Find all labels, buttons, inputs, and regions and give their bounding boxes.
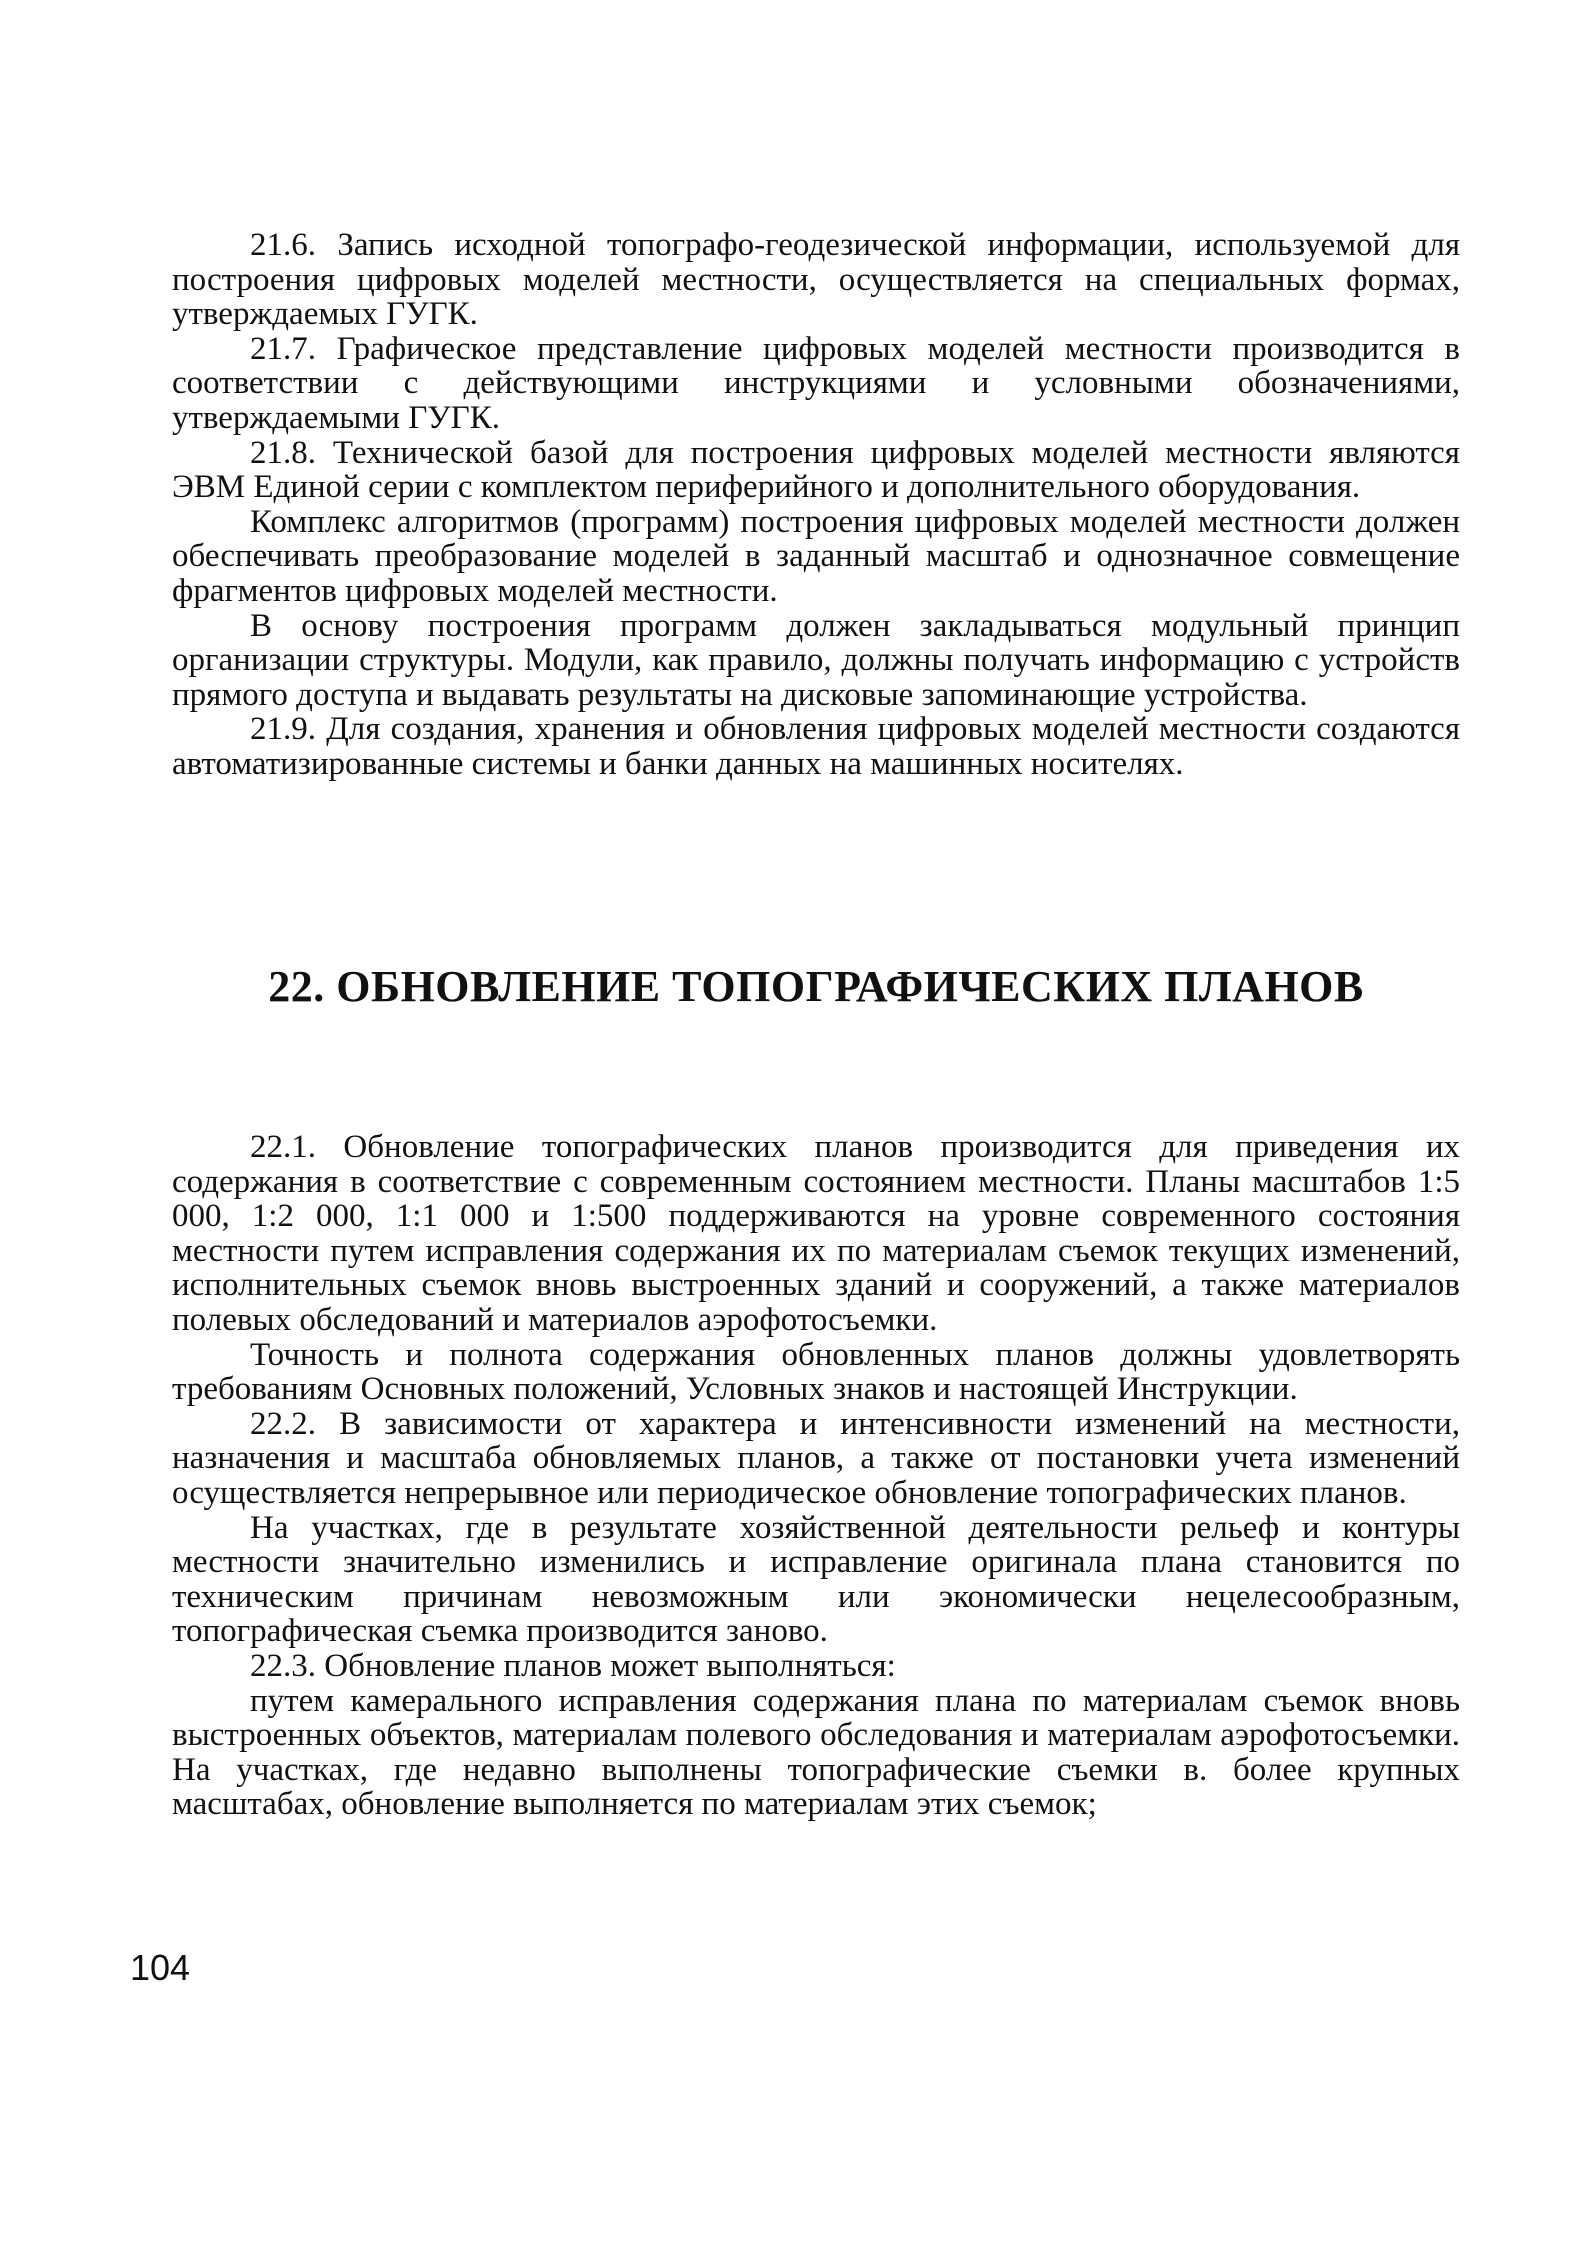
- paragraph-accuracy: Точность и полнота содержания обновленных планов должны удовлетворять требованиям Основных положений, Условных знаков и настоящей Инструкции.: [172, 1336, 1460, 1408]
- section-21-text: [172, 228, 1460, 782]
- paragraph-22-2: 22.2. В зависимости от характера и интенсивности изменений на местности, назначения и масштаба обновляемых планов, а также от постановки учета изменений осуществляется непрерывное или периодическое обновление топографических планов.: [172, 1405, 1460, 1511]
- paragraph-21-9: 21.9. Для создания, хранения и обновления цифровых моделей местности создаются автоматизированные системы и банки данных на машинных носителях.: [172, 711, 1460, 782]
- paragraph-22-3: 22.3. Обновление планов может выполняться:: [250, 1647, 896, 1684]
- paragraph-21-7: 21.7. Графическое представление цифровых моделей местности производится в соответствии с действующими инструкциями и условными обозначениями, утверждаемыми ГУГК.: [172, 330, 1460, 436]
- paragraph-21-6: 21.6. Запись исходной топографо-геодезической информации, используемой для построения цифровых моделей местности, осуществляется на специальных формах, утверждаемых ГУГК.: [172, 227, 1460, 333]
- paragraph-office-correction: путем камерального исправления содержания плана по материалам съемок вновь выстроенных объектов, материалам полевого обследования и материалам аэрофотосъемки. На участках, где недавно выполнены топографические съемки в. более крупных масштабах, обновление выполняется по материалам этих съемок;: [172, 1682, 1460, 1823]
- section-22-text: [172, 1130, 1460, 1822]
- section-22-heading: 22. ОБНОВЛЕНИЕ ТОПОГРАФИЧЕСКИХ ПЛАНОВ: [268, 962, 1364, 1011]
- page-number: 104: [130, 1947, 191, 1988]
- paragraph-22-1: 22.1. Обновление топографических планов производится для приведения их содержания в соответствие с современным состоянием местности. Планы масштабов 1:5 000, 1:2 000, 1:1 000 и 1:500 поддерживаются на уровне современного состояния местности путем исправления содержания их по материалам съемок текущих изменений, исполнительных съемок вновь выстроенных зданий и сооружений, а также материалов полевых обследований и материалов аэрофотосъемки.: [172, 1129, 1460, 1338]
- paragraph-algorithms: Комплекс алгоритмов (программ) построения цифровых моделей местности должен обеспечивать преобразование моделей в заданный масштаб и однозначное совмещение фрагментов цифровых моделей местности.: [172, 503, 1460, 609]
- paragraph-modular-principle: В основу построения программ должен закладываться модульный принцип организации структуры. Модули, как правило, должны получать информацию с устройств прямого доступа и выдавать результаты на дисковые запоминающие устройства.: [172, 607, 1460, 713]
- paragraph-resurvey: На участках, где в результате хозяйственной деятельности рельеф и контуры местности значительно изменились и исправление оригинала плана становится по техническим причинам невозможным или экономически нецелесообразным, топографическая съемка производится заново.: [172, 1509, 1460, 1650]
- paragraph-21-8: 21.8. Технической базой для построения цифровых моделей местности являются ЭВМ Единой серии с комплектом периферийного и дополнительного оборудования.: [172, 434, 1460, 506]
